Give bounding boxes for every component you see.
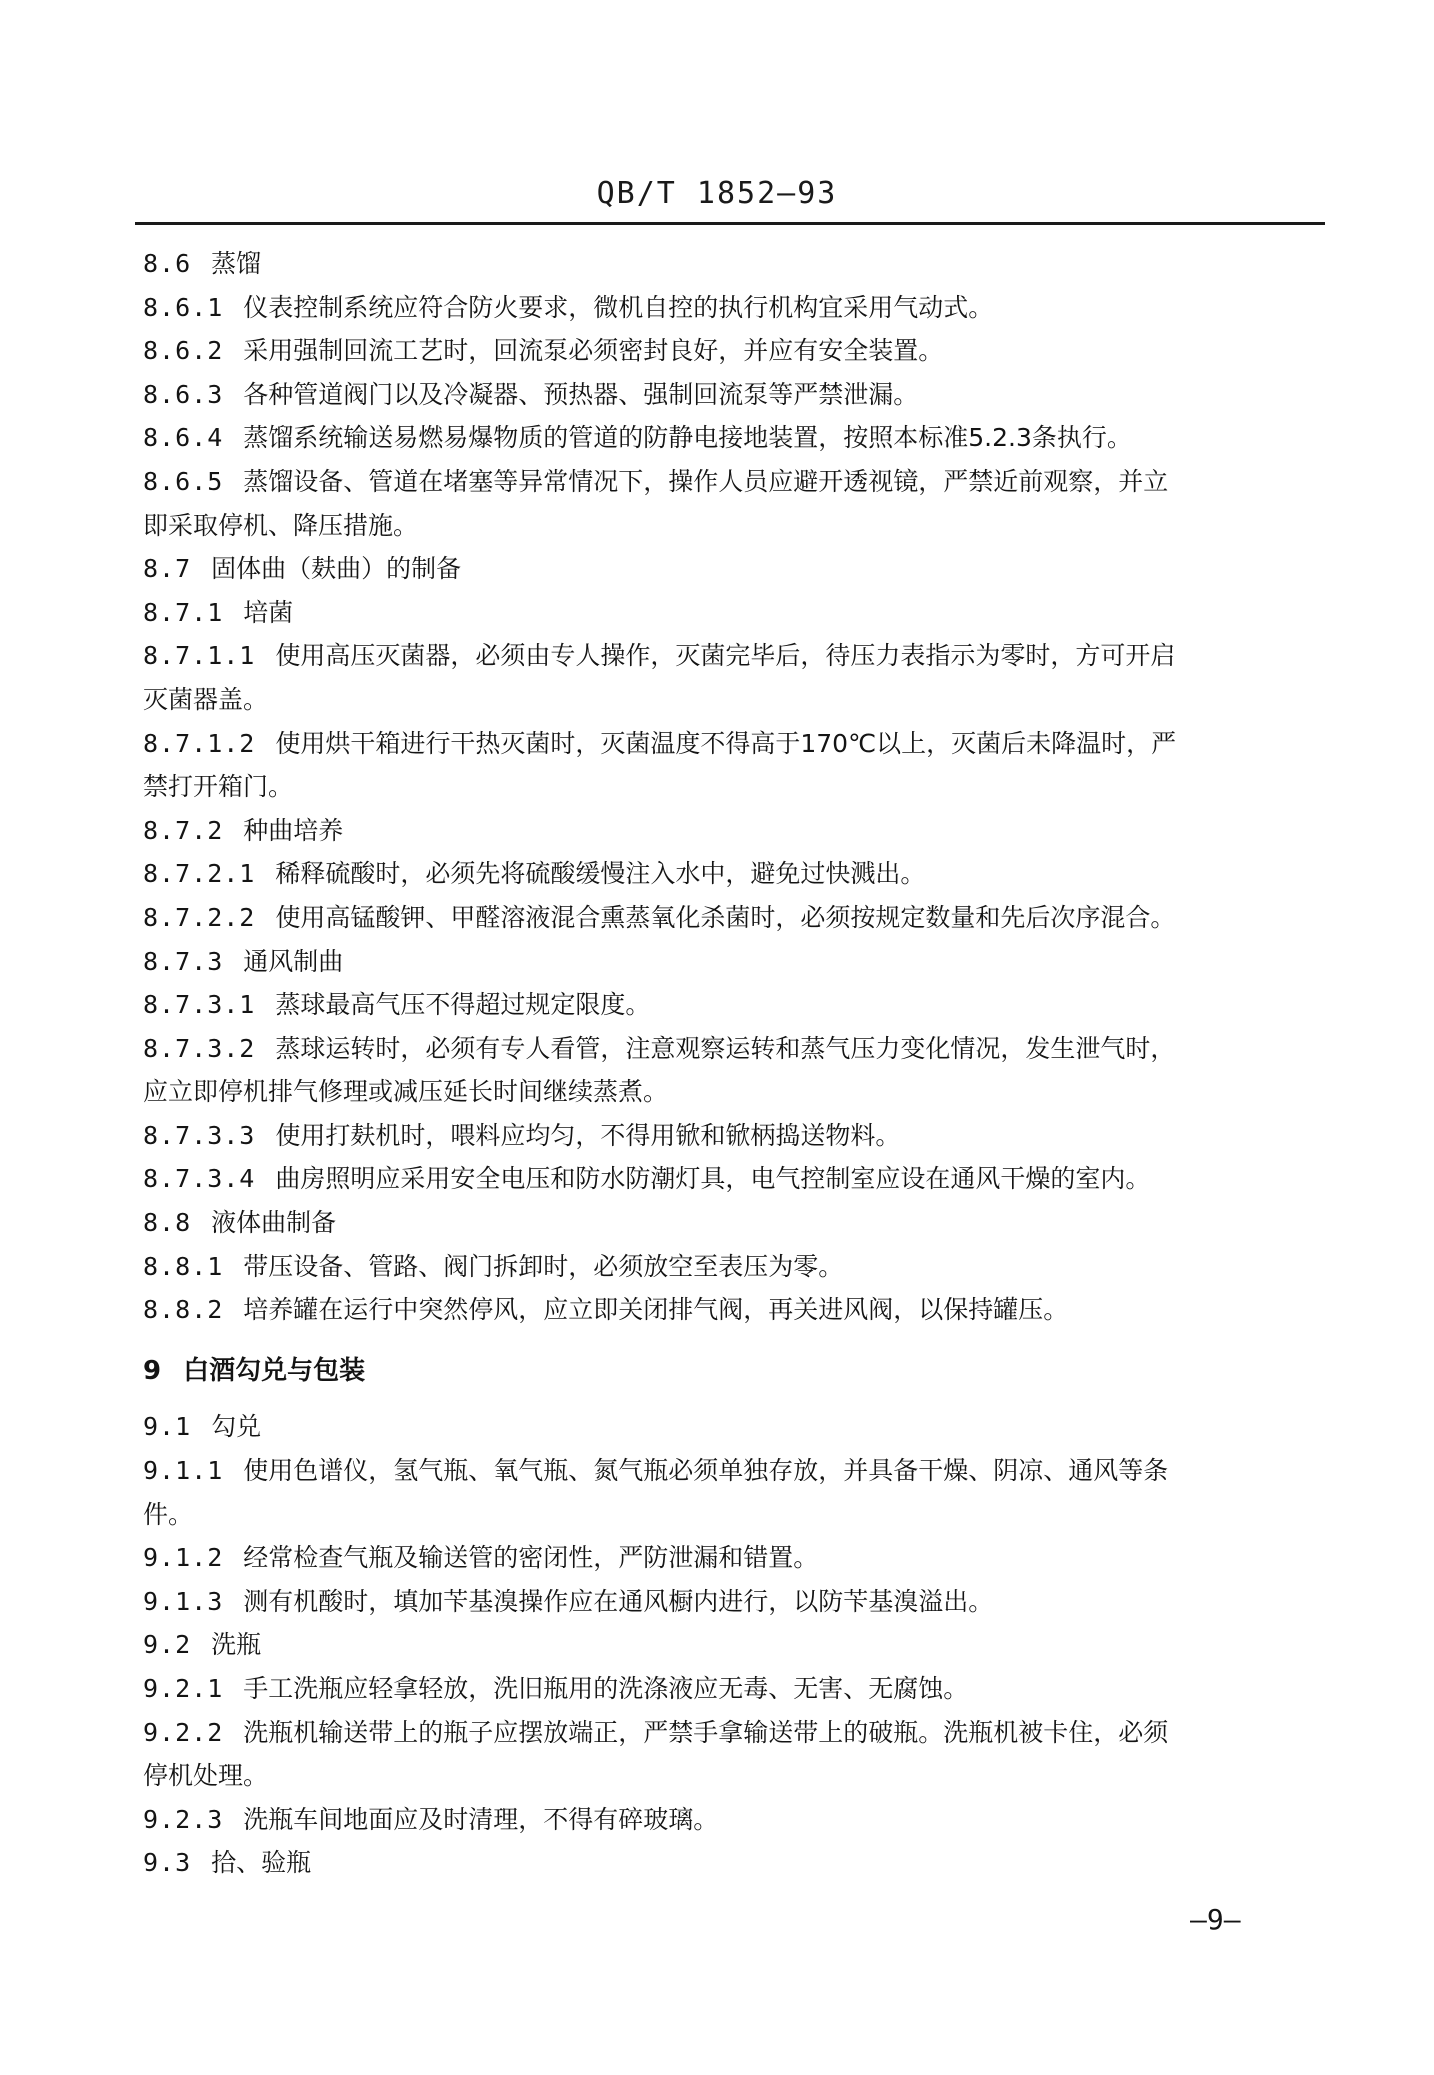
clause-text: 通风制曲 xyxy=(243,946,344,976)
clause-paragraph xyxy=(143,1580,1325,1624)
clause-paragraph xyxy=(143,940,1325,984)
clause-number: 8.7 xyxy=(143,554,192,584)
clause-text: 洗瓶机输送带上的瓶子应摆放端正，严禁手拿输送带上的破瓶。洗瓶机被卡住，必须 xyxy=(243,1717,1169,1747)
clause-text: 测有机酸时，填加苄基溴操作应在通风橱内进行，以防苄基溴溢出。 xyxy=(243,1586,994,1616)
clause-text: 培养罐在运行中突然停风，应立即关闭排气阀，再关进风阀，以保持罐压。 xyxy=(243,1295,1069,1325)
clause-paragraph xyxy=(143,1798,1325,1842)
clause-text: 蒸馏设备、管道在堵塞等异常情况下，操作人员应避开透视镜，严禁近前观察，并立 xyxy=(243,466,1169,496)
clause-text: 蒸球运转时，必须有专人看管，注意观察运转和蒸气压力变化情况，发生泄气时， xyxy=(275,1033,1176,1063)
clause-continuation: 即采取停机、降压措施。 xyxy=(143,510,419,540)
clause-number: 8.6.5 xyxy=(143,466,224,496)
section-title: 白酒勾兑与包装 xyxy=(183,1355,366,1386)
clause-paragraph xyxy=(143,1536,1325,1580)
clause-text: 拾、验瓶 xyxy=(211,1848,312,1878)
clause-paragraph xyxy=(143,722,1325,766)
clause-continuation: 灭菌器盖。 xyxy=(143,684,269,714)
clause-text: 使用高压灭菌器，必须由专人操作，灭菌完毕后，待压力表指示为零时，方可开启 xyxy=(275,641,1176,671)
clause-text: 采用强制回流工艺时，回流泵必须密封良好，并应有安全装置。 xyxy=(243,336,944,366)
clause-number: 9.1.1 xyxy=(143,1456,224,1486)
clause-number: 8.7.3.1 xyxy=(143,990,256,1020)
clause-text: 使用烘干箱进行干热灭菌时，灭菌温度不得高于170℃以上，灭菌后未降温时，严 xyxy=(275,728,1177,758)
clause-paragraph xyxy=(143,1027,1325,1071)
clause-number: 8.8.1 xyxy=(143,1251,224,1281)
clause-text: 经常检查气瓶及输送管的密闭性，严防泄漏和错置。 xyxy=(243,1543,819,1573)
clause-text: 仪表控制系统应符合防火要求，微机自控的执行机构宜采用气动式。 xyxy=(243,292,994,322)
clause-number: 8.6.2 xyxy=(143,336,224,366)
clause-text: 蒸球最高气压不得超过规定限度。 xyxy=(275,990,651,1020)
clause-number: 8.7.1.2 xyxy=(143,728,256,758)
clause-number: 8.8 xyxy=(143,1208,192,1238)
standard-code-header: QB/T 1852—93 xyxy=(596,176,838,211)
clause-number: 8.7.2.2 xyxy=(143,902,256,932)
clause-number: 9.1.3 xyxy=(143,1586,224,1616)
header-rule xyxy=(135,222,1325,225)
clause-number: 9.1.2 xyxy=(143,1543,224,1573)
clause-text: 液体曲制备 xyxy=(211,1208,337,1238)
clause-continuation: 件。 xyxy=(143,1499,194,1529)
clause-number: 8.7.3.3 xyxy=(143,1120,256,1150)
clause-number: 9.2.1 xyxy=(143,1674,224,1703)
clause-number: 8.7.2 xyxy=(143,815,224,845)
section-8-content xyxy=(143,242,1325,1332)
clause-number: 8.8.2 xyxy=(143,1295,224,1325)
clause-paragraph xyxy=(143,896,1325,940)
clause-number: 8.6 xyxy=(143,249,192,278)
clause-number: 8.6.3 xyxy=(143,379,224,409)
clause-paragraph xyxy=(143,634,1325,678)
clause-paragraph xyxy=(143,852,1325,896)
clause-paragraph xyxy=(143,286,1325,330)
clause-number: 8.7.2.1 xyxy=(143,859,256,889)
clause-paragraph xyxy=(143,242,1325,286)
clause-text: 培菌 xyxy=(243,597,294,627)
clause-text: 使用打麸机时，喂料应均匀，不得用锨和锨柄捣送物料。 xyxy=(275,1120,901,1150)
clause-paragraph xyxy=(143,1623,1325,1667)
clause-paragraph xyxy=(143,1245,1325,1289)
clause-number: 9.3 xyxy=(143,1848,192,1878)
clause-text: 蒸馏 xyxy=(211,249,262,278)
clause-paragraph xyxy=(143,1711,1325,1755)
clause-number: 9.1 xyxy=(143,1412,192,1442)
clause-number: 8.7.3.4 xyxy=(143,1164,256,1194)
clause-paragraph xyxy=(143,1449,1325,1493)
section-9-content xyxy=(143,1405,1325,1885)
clause-number: 8.7.1.1 xyxy=(143,641,256,671)
clause-paragraph xyxy=(143,1405,1325,1449)
clause-text: 洗瓶车间地面应及时清理，不得有碎玻璃。 xyxy=(243,1804,719,1834)
clause-paragraph xyxy=(143,1288,1325,1332)
clause-text: 稀释硫酸时，必须先将硫酸缓慢注入水中，避免过快溅出。 xyxy=(275,859,926,889)
clause-text: 带压设备、管路、阀门拆卸时，必须放空至表压为零。 xyxy=(243,1251,844,1281)
clause-continuation: 禁打开箱门。 xyxy=(143,772,294,802)
clause-text: 手工洗瓶应轻拿轻放，洗旧瓶用的洗涤液应无毒、无害、无腐蚀。 xyxy=(243,1674,969,1703)
clause-paragraph xyxy=(143,416,1325,460)
clause-text: 种曲培养 xyxy=(243,815,344,845)
clause-paragraph xyxy=(143,1201,1325,1245)
clause-text: 蒸馏系统输送易燃易爆物质的管道的防静电接地装置，按照本标准5.2.3条执行。 xyxy=(243,423,1132,453)
clause-paragraph xyxy=(143,547,1325,591)
clause-paragraph xyxy=(143,591,1325,635)
clause-paragraph xyxy=(143,809,1325,853)
clause-paragraph xyxy=(143,329,1325,373)
clause-paragraph xyxy=(143,460,1325,504)
clause-paragraph xyxy=(143,373,1325,417)
clause-paragraph xyxy=(143,983,1325,1027)
clause-continuation: 停机处理。 xyxy=(143,1761,269,1791)
clause-text: 洗瓶 xyxy=(211,1630,262,1660)
clause-number: 8.7.1 xyxy=(143,597,224,627)
clause-number: 9.2 xyxy=(143,1630,192,1660)
clause-paragraph xyxy=(143,1841,1325,1885)
clause-paragraph xyxy=(143,1157,1325,1201)
clause-text: 使用色谱仪，氢气瓶、氧气瓶、氮气瓶必须单独存放，并具备干燥、阴凉、通风等条 xyxy=(243,1456,1169,1486)
clause-number: 8.6.1 xyxy=(143,292,224,322)
clause-text: 使用高锰酸钾、甲醛溶液混合熏蒸氧化杀菌时，必须按规定数量和先后次序混合。 xyxy=(275,902,1176,932)
clause-paragraph xyxy=(143,1667,1325,1711)
clause-text: 勾兑 xyxy=(211,1412,262,1442)
clause-number: 8.7.3.2 xyxy=(143,1033,256,1063)
clause-number: 8.7.3 xyxy=(143,946,224,976)
clause-continuation: 应立即停机排气修理或减压延长时间继续蒸煮。 xyxy=(143,1077,669,1107)
clause-text: 各种管道阀门以及冷凝器、预热器、强制回流泵等严禁泄漏。 xyxy=(243,379,919,409)
page-number: —9— xyxy=(1190,1903,1241,1936)
clause-text: 固体曲（麸曲）的制备 xyxy=(211,554,462,584)
clause-number: 9.2.3 xyxy=(143,1804,224,1834)
clause-paragraph xyxy=(143,1114,1325,1158)
clause-number: 9.2.2 xyxy=(143,1717,224,1747)
section-heading xyxy=(143,1350,1325,1394)
section-number: 9 xyxy=(143,1355,162,1386)
clause-text: 曲房照明应采用安全电压和防水防潮灯具，电气控制室应设在通风干燥的室内。 xyxy=(275,1164,1151,1194)
document-body xyxy=(143,242,1325,1885)
clause-number: 8.6.4 xyxy=(143,423,224,453)
